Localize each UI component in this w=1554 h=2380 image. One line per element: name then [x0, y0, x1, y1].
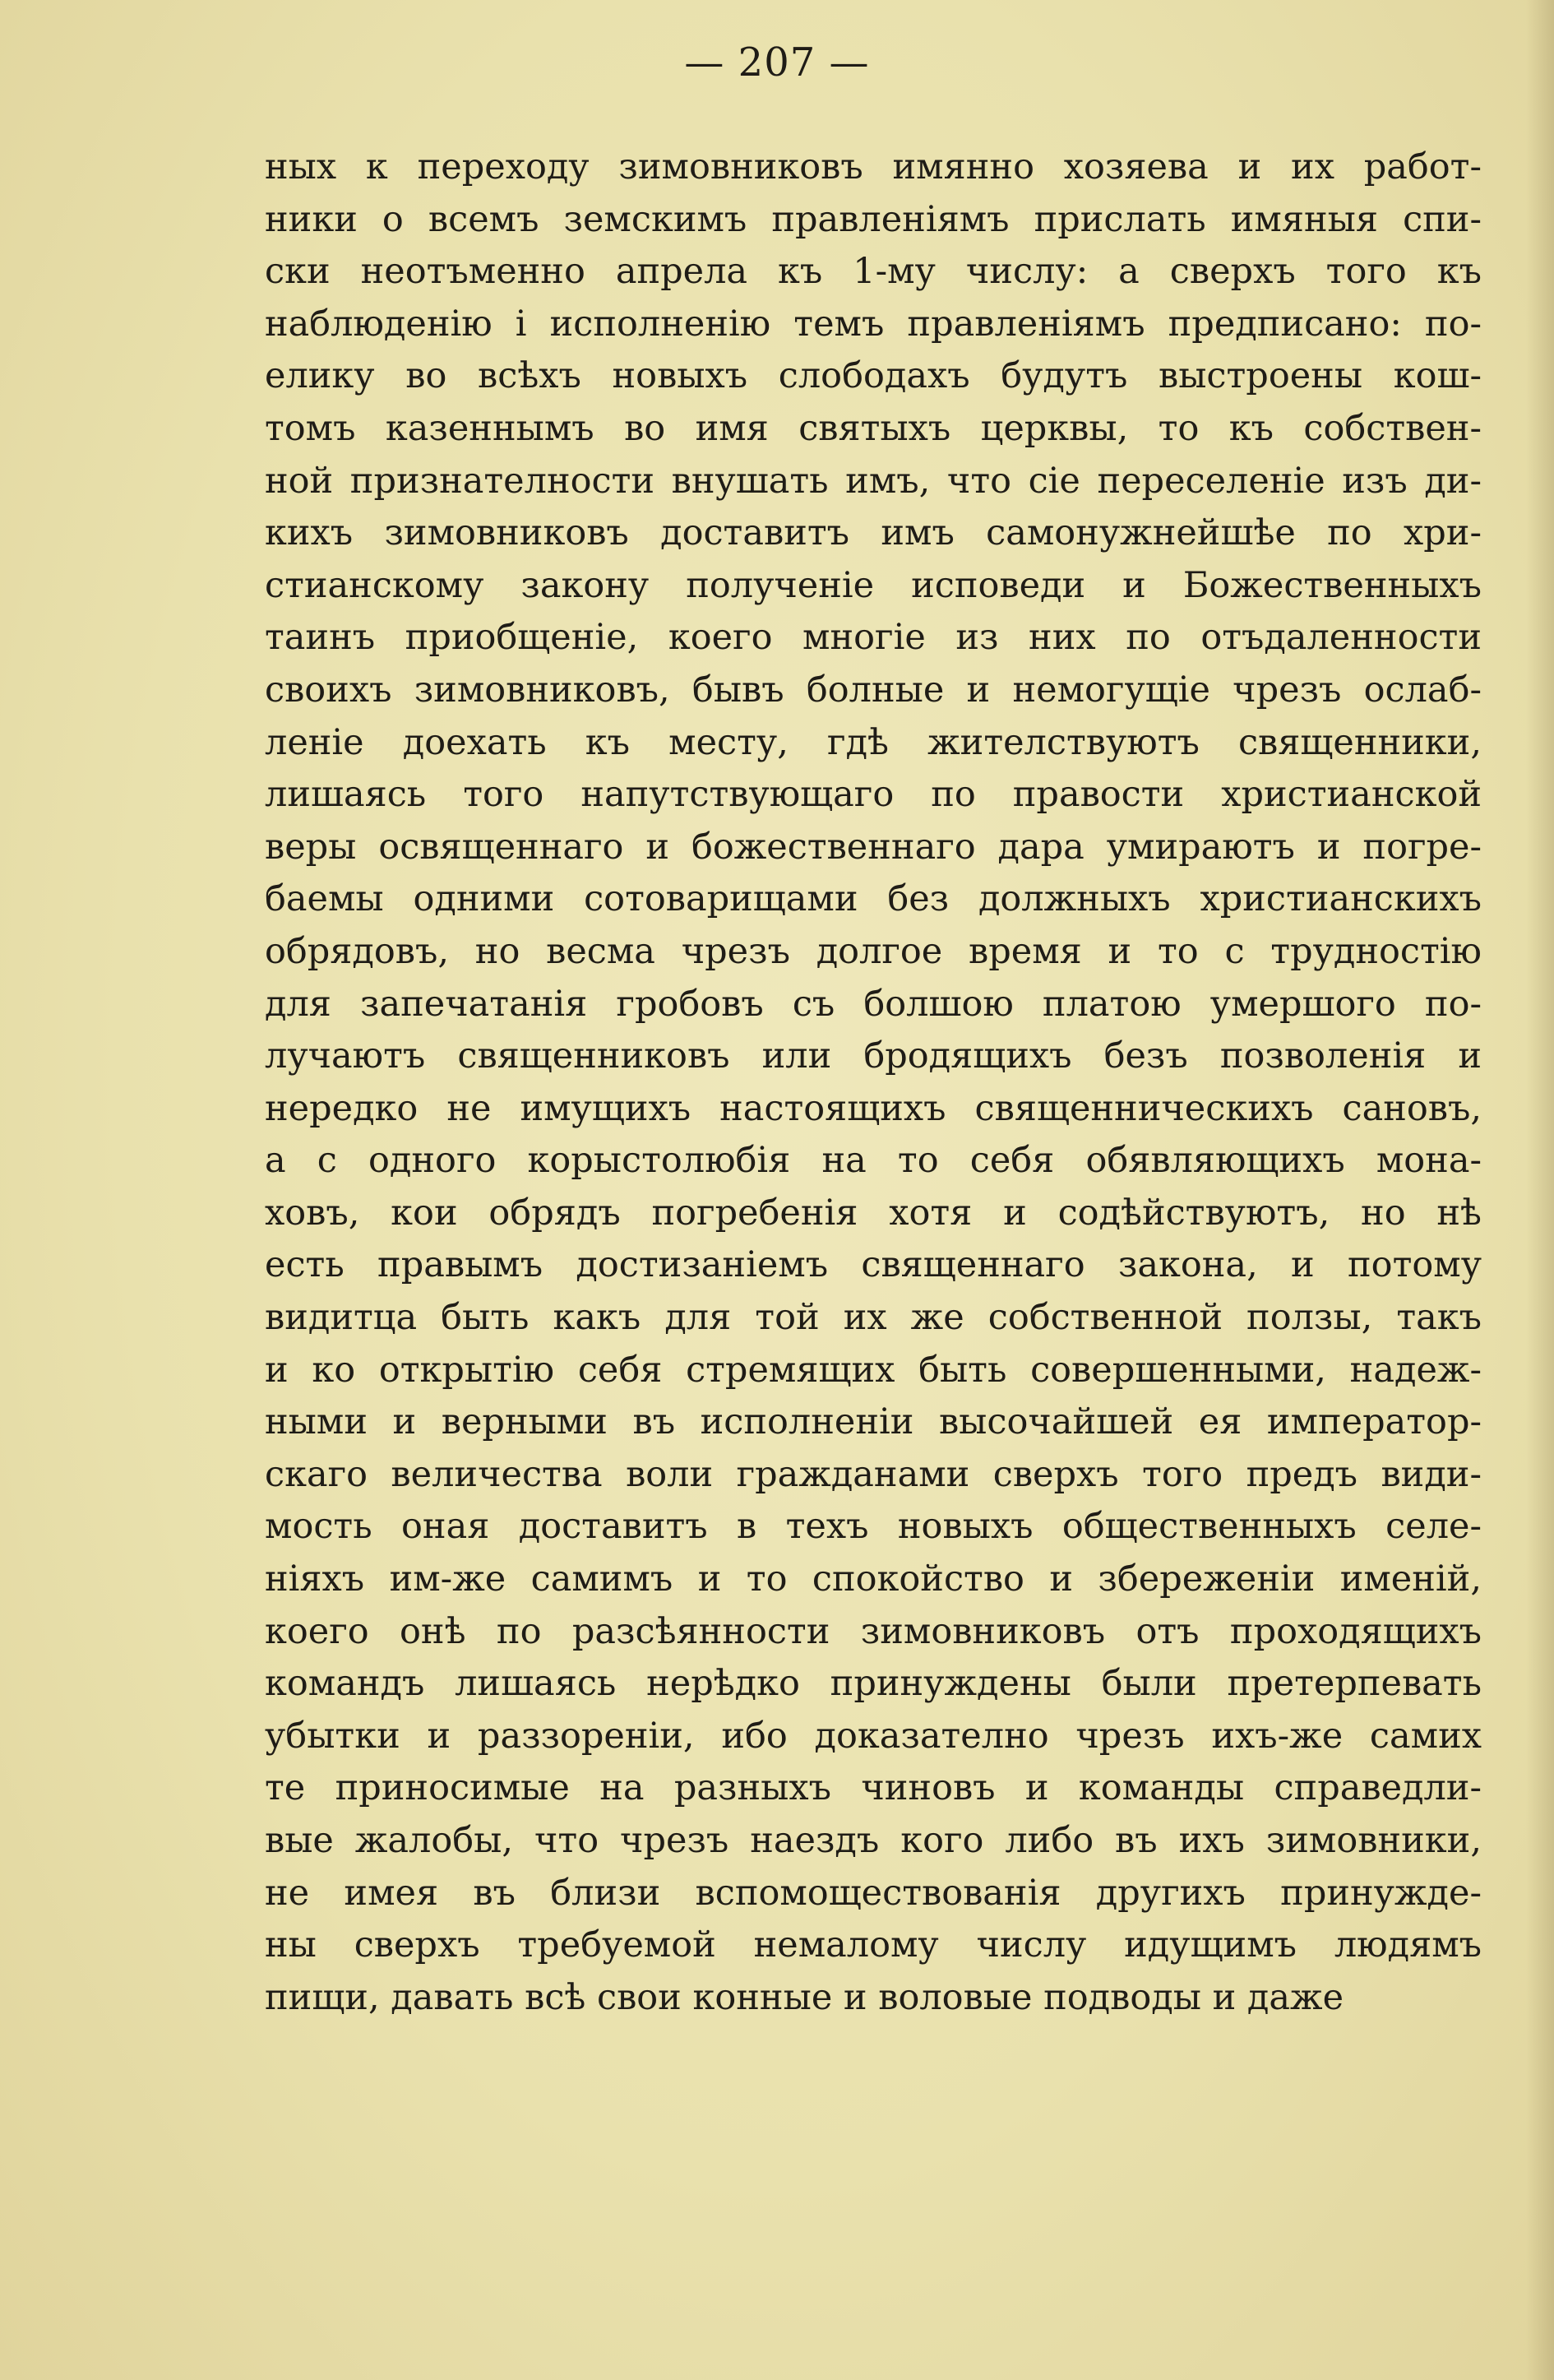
text-line: ны сверхъ требуемой немалому числу идущимъ людямъ — [265, 1924, 1482, 1966]
text-line: скаго величества воли гражданами сверхъ того предъ види- — [265, 1453, 1482, 1495]
text-line: веры освященнаго и божественнаго дара умираютъ и погре- — [265, 826, 1482, 868]
text-line: пищи, давать всѣ свои конные и воловые подводы и даже — [265, 1976, 1344, 2018]
text-line: ники о всемъ земскимъ правленіямъ прислать имяныя спи- — [265, 198, 1482, 240]
text-line: убытки и раззореніи, ибо доказателно чрезъ ихъ-же самих — [265, 1715, 1482, 1757]
text-line: стианскому закону полученіе исповеди и Божественныхъ — [265, 564, 1482, 606]
text-line: кихъ зимовниковъ доставитъ имъ самонужнейшѣе по хри- — [265, 512, 1482, 554]
text-line: томъ казеннымъ во имя святыхъ церквы, то къ собствен- — [265, 407, 1482, 449]
text-line: ски неотъменно апрела къ 1-му числу: а сверхъ того къ — [265, 251, 1482, 293]
text-line: коего онѣ по разсѣянности зимовниковъ отъ проходящихъ — [265, 1610, 1482, 1652]
text-line: ховъ, кои обрядъ погребенія хотя и содѣйствуютъ, но нѣ — [265, 1192, 1482, 1234]
text-line: нередко не имущихъ настоящихъ священническихъ сановъ, — [265, 1087, 1482, 1129]
text-line: видитца быть какъ для той их же собственной ползы, такъ — [265, 1297, 1482, 1339]
text-line: командъ лишаясь нерѣдко принуждены были претерпевать — [265, 1663, 1482, 1705]
text-line: баемы одними сотоварищами без должныхъ христианскихъ — [265, 878, 1482, 920]
text-line: для запечатанія гробовъ съ болшою платою умершого по- — [265, 983, 1482, 1025]
text-line: есть правымъ достизаніемъ священнаго закона, и потому — [265, 1244, 1482, 1286]
text-line: те приносимые на разныхъ чиновъ и команды справедли- — [265, 1767, 1482, 1809]
text-line: ніяхъ им-же самимъ и то спокойство и збереженіи именій, — [265, 1558, 1482, 1600]
text-line: наблюденію і исполненію темъ правленіямъ предписано: по- — [265, 303, 1482, 345]
text-line: не имея въ близи вспомоществованія другихъ принужде- — [265, 1872, 1482, 1914]
text-line: леніе доехать къ месту, гдѣ жителствуютъ священники, — [265, 721, 1482, 763]
page-edge-shadow — [1526, 0, 1554, 2380]
text-line: ной признателности внушать имъ, что сіе переселеніе изъ ди- — [265, 460, 1482, 502]
body-text — [265, 141, 1482, 2024]
text-line: елику во всѣхъ новыхъ слободахъ будутъ выстроены кош- — [265, 355, 1482, 397]
page-number: — 207 — — [684, 39, 870, 86]
text-line: своихъ зимовниковъ, бывъ болные и немогущіе чрезъ ослаб- — [265, 669, 1482, 711]
text-line: лучаютъ священниковъ или бродящихъ безъ позволенія и — [265, 1035, 1482, 1077]
text-line: мость оная доставитъ в техъ новыхъ общественныхъ селе- — [265, 1506, 1482, 1548]
text-line: ными и верными въ исполненіи высочайшей ея император- — [265, 1401, 1482, 1443]
text-line: лишаясь того напутствующаго по правости христианской — [265, 774, 1482, 816]
text-line: а с одного корыстолюбія на то себя обявляющихъ мона- — [265, 1140, 1482, 1182]
text-line: ных к переходу зимовниковъ имянно хозяева и их работ- — [265, 146, 1482, 188]
text-line: и ко открытію себя стремящих быть совершенными, надеж- — [265, 1349, 1482, 1391]
text-line: вые жалобы, что чрезъ наездъ кого либо въ ихъ зимовники, — [265, 1820, 1482, 1861]
text-line: таинъ приобщеніе, коего многіе из них по отъдаленности — [265, 617, 1482, 659]
text-line: обрядовъ, но весма чрезъ долгое время и то с трудностію — [265, 930, 1482, 972]
